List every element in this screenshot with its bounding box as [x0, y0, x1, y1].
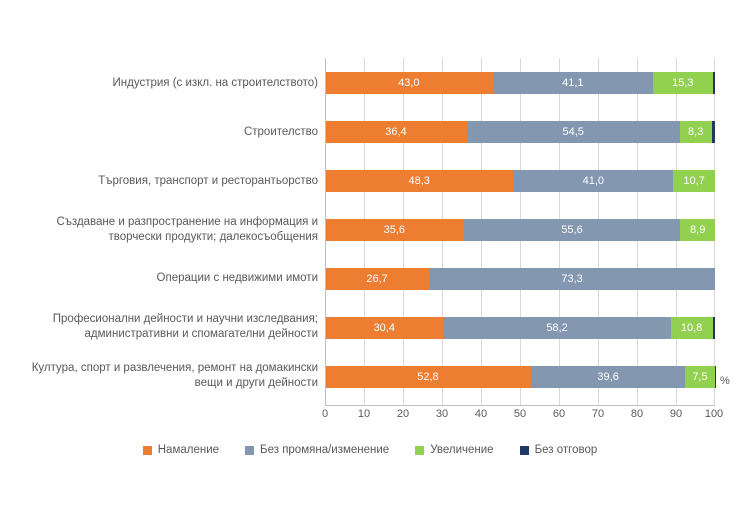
bar-value-label: 10,7 [683, 174, 705, 187]
x-tick: 10 [357, 408, 371, 420]
category-axis-labels [20, 58, 318, 406]
legend-label: Намаление [157, 444, 220, 456]
table-row [325, 72, 715, 94]
bar-stack [325, 72, 715, 94]
x-axis-line [325, 405, 715, 406]
bar-segment-uvelichenie[interactable] [671, 317, 713, 339]
bar-value-label: 43,0 [398, 76, 420, 89]
bar-stack [325, 268, 715, 290]
bar-stack [325, 170, 715, 192]
bar-value-label: 55,6 [561, 223, 583, 236]
bar-stack [325, 317, 715, 339]
bar-value-label: 58,2 [546, 321, 568, 334]
bar-value-label: 39,6 [597, 370, 619, 383]
x-tick: 20 [396, 408, 410, 420]
bar-segment-uvelichenie[interactable] [685, 366, 714, 388]
x-tick: 60 [552, 408, 566, 420]
bar-segment-uvelichenie[interactable] [680, 219, 715, 241]
bar-value-label: 26,7 [366, 272, 388, 285]
table-row [325, 121, 715, 143]
category-label: Професионални дейности и научни изследвания; административни и спомагателни дейности [52, 313, 318, 340]
bar-value-label: 48,3 [408, 174, 430, 187]
table-row [325, 268, 715, 290]
x-axis-tick-labels [321, 408, 724, 426]
bar-value-label: 41,0 [582, 174, 605, 187]
bar-segment-bez-promyana[interactable] [444, 317, 671, 339]
bar-segment-bez-promyana[interactable] [513, 170, 673, 192]
category-label: Операции с недвижими имоти [156, 272, 318, 284]
category-label: Култура, спорт и развлечения, ремонт на домакински вещи и други дейности [31, 362, 318, 389]
category-label: Създаване и разпространение на информация и творчески продукти; далекосъобщения [56, 216, 318, 243]
chart-legend [0, 444, 740, 456]
table-row [325, 366, 715, 388]
x-tick: 80 [630, 408, 644, 420]
x-tick: 50 [513, 408, 527, 420]
x-tick: 90 [669, 408, 683, 420]
bar-rows [325, 58, 715, 406]
table-row [325, 317, 715, 339]
x-tick: 30 [435, 408, 449, 420]
bar-value-label: 7,5 [692, 370, 708, 383]
x-axis-unit-label: % [720, 375, 730, 387]
bar-segment-bez-promyana[interactable] [464, 219, 681, 241]
plot-area [325, 58, 715, 406]
y-axis-line [325, 58, 326, 406]
bar-segment-namalenie[interactable] [325, 170, 513, 192]
bar-stack [325, 121, 715, 143]
legend-label: Без промяна/изменение [260, 444, 390, 456]
bar-segment-namalenie[interactable] [325, 366, 531, 388]
legend-swatch-icon [245, 446, 254, 455]
bar-value-label: 36,4 [385, 125, 407, 138]
legend-item-bez-promyana[interactable] [245, 444, 389, 456]
bar-segment-namalenie[interactable] [325, 268, 429, 290]
bar-segment-bez-promyana[interactable] [531, 366, 685, 388]
bar-value-label: 54,5 [562, 125, 584, 138]
bar-segment-bez-otgovor[interactable] [713, 317, 715, 339]
bar-segment-namalenie[interactable] [325, 72, 493, 94]
x-tick: 70 [591, 408, 605, 420]
table-row [325, 170, 715, 192]
bar-segment-namalenie[interactable] [325, 219, 464, 241]
legend-label: Без отговор [534, 444, 598, 456]
bar-value-label: 73,3 [561, 272, 583, 285]
legend-swatch-icon [415, 446, 424, 455]
bar-segment-bez-promyana[interactable] [429, 268, 715, 290]
bar-value-label: 15,3 [672, 76, 694, 89]
bar-segment-uvelichenie[interactable] [653, 72, 713, 94]
bar-stack [325, 366, 715, 388]
category-label: Строителство [243, 126, 318, 138]
legend-item-bez-otgovor[interactable] [520, 444, 598, 456]
table-row [325, 219, 715, 241]
category-label: Индустрия (с изкл. на строителството) [112, 77, 318, 89]
bar-segment-bez-otgovor[interactable] [712, 121, 715, 143]
bar-value-label: 10,8 [680, 321, 703, 334]
bar-segment-bez-otgovor[interactable] [713, 72, 715, 94]
bar-stack [325, 219, 715, 241]
legend-swatch-icon [520, 446, 529, 455]
category-label: Търговия, транспорт и ресторантьорство [98, 175, 318, 187]
bar-value-label: 35,6 [383, 223, 406, 236]
bar-segment-bez-promyana[interactable] [493, 72, 653, 94]
x-tick: 0 [321, 408, 329, 420]
bar-value-label: 8,9 [690, 223, 706, 236]
bar-segment-bez-promyana[interactable] [467, 121, 680, 143]
x-tick: 100 [704, 408, 724, 420]
bar-segment-namalenie[interactable] [325, 121, 467, 143]
x-tick: 40 [474, 408, 488, 420]
legend-swatch-icon [143, 446, 152, 455]
legend-item-namalenie[interactable] [143, 444, 219, 456]
bar-value-label: 41,1 [562, 76, 584, 89]
bar-segment-namalenie[interactable] [325, 317, 444, 339]
bar-value-label: 52,8 [417, 370, 439, 383]
bar-value-label: 8,3 [688, 125, 704, 138]
bar-value-label: 30,4 [373, 321, 395, 334]
bar-segment-uvelichenie[interactable] [673, 170, 715, 192]
bar-segment-uvelichenie[interactable] [680, 121, 712, 143]
legend-item-uvelichenie[interactable] [415, 444, 493, 456]
legend-label: Увеличение [430, 444, 494, 456]
